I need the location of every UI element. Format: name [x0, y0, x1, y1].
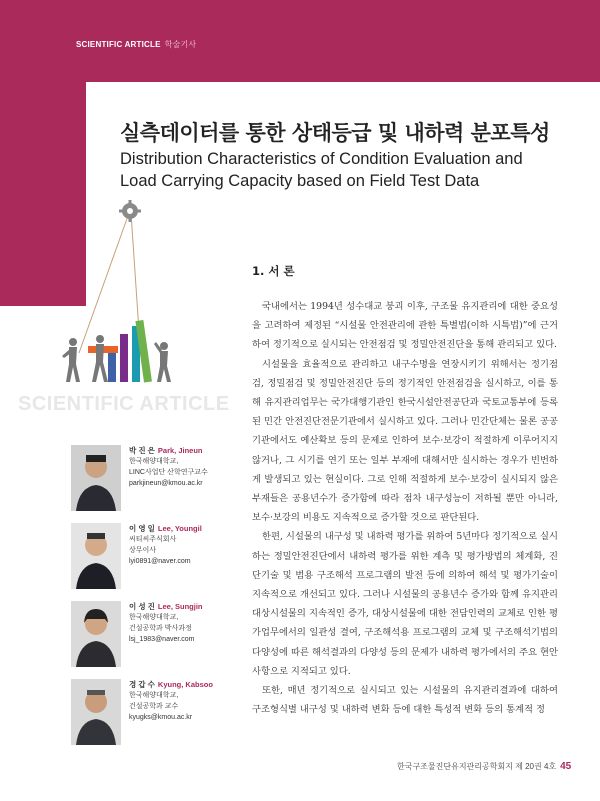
illustration-figure: [60, 196, 220, 396]
author-affiliation: 씨티씨주식회사: [129, 536, 177, 543]
author-name-en: Park, Jineun: [157, 446, 203, 455]
author-card: [71, 679, 221, 774]
figure-person-1: [62, 338, 80, 382]
author-name-en: Lee, Youngil: [157, 524, 202, 533]
section-label: SCIENTIFIC ARTICLE 학술기사: [76, 40, 197, 49]
journal-name: 한국구조물진단유지관리공학회지 제 20권 4호: [397, 762, 557, 771]
paragraph: 한편, 시설물의 내구성 및 내하력 평가를 위하여 5년마다 정기적으로 실시하는 정밀안전진단에서 내하력 평가를 위한 계측 및 평가방법의 체계화, 진단기술 및 범용 구조해석 프로그램의 발전 등에 의하여 해석 및 평가기술이 지속적으로 개선되고 있다. 그러나 시설물의 공용년수 증가와 함께 유지관리 대상시설물의 지속적인 증가, 대상시설물에 대한 전담인력의 교체로 인한 평가업무에서의 일관성 결여, 구조해석용 프로그램의 교체 및 구조해석기법의 다양성에 따른 해석결과의 다양성 등의 문제가 내하력 평가에서의 주요 현안 사항으로 지적되고 있다.: [252, 531, 558, 677]
author-photo: [71, 445, 121, 511]
author-position: 건설공학과 박사과정: [129, 625, 192, 632]
author-email: parkjineun@kmou.ac.kr: [129, 480, 203, 487]
article-body: [252, 263, 558, 719]
title-korean: 실측데이터를 통한 상태등급 및 내하력 분포특성: [120, 121, 550, 145]
figure-person-2: [92, 335, 108, 382]
author-affiliation: 한국해양대학교,: [129, 458, 179, 465]
gear-icon: [119, 200, 141, 222]
paragraph: 또한, 매년 정기적으로 실시되고 있는 시설물의 유지관리결과에 대하여 구조형식별 내구성 및 내하력 변화 등에 대한 특성적 변화 등의 통계적 정: [252, 685, 558, 716]
author-info: [129, 679, 229, 723]
author-email: lsj_1983@naver.com: [129, 636, 195, 643]
title-english: Distribution Characteristics of Condition Evaluation and Load Carrying Capacity based on Field Test Data: [120, 150, 523, 190]
paragraph: 시설물을 효율적으로 관리하고 내구수명을 연장시키기 위해서는 정기점검, 정밀점검 및 정밀안전진단 등의 정기적인 안전점검을 실시하고, 이를 통해 유지관리업무는 국가대행기관인 한국시설안전공단과 국토교통부에 등록된 민간 안전진단전문기관에서 실시하고 있다. 그러나 민간단체는 물론 공공기관에서도 예산확보 등의 문제로 인하여 보수·보강이 적절하게 이루어지지 않거나, 그 시기를 연기 또는 일부 부재에 대해서만 실시하는 경우가 빈번하게 발생되고 있는 현실이다. 그로 인해 적절하게 보수·보강이 실시되지 않은 부재들은 공용년수가 증가함에 따라 점차 내구성능이 저하될 뿐만 아니라, 보수·보강의 비용도 지속적으로 증가할 것으로 판단된다.: [252, 358, 558, 524]
rope-left: [79, 213, 129, 353]
author-name-en: Lee, Sungjin: [157, 602, 203, 611]
bar-purple: [120, 334, 128, 382]
author-name-ko: 이 성 진: [129, 602, 155, 611]
author-affiliation: 한국해양대학교,: [129, 692, 179, 699]
author-photo: [71, 679, 121, 745]
author-name-ko: 경 갑 수: [129, 680, 155, 689]
author-name-en: Kyung, Kabsoo: [157, 680, 213, 689]
paragraph: 국내에서는 1994년 성수대교 붕괴 이후, 구조물 유지관리에 대한 중요성을 고려하여 제정된 “시설물 안전관리에 관한 특별법(이하 시특법)”에 근거하여 정기적으로 실시되는 안전점검 및 정밀안전진단을 통해 관리되고 있다.: [252, 301, 558, 351]
author-photo: [71, 601, 121, 667]
page-number: 45: [560, 761, 572, 772]
author-position: 건설공학과 교수: [129, 703, 179, 710]
watermark-text: SCIENTIFIC ARTICLE: [18, 393, 230, 415]
author-name-ko: 박 진 은: [129, 446, 155, 455]
author-position: 상무이사: [129, 547, 157, 554]
author-email: lyi0891@naver.com: [129, 558, 191, 565]
section-heading: 1. 서 론: [252, 264, 295, 278]
author-position: LINC사업단 산학연구교수: [129, 469, 208, 476]
author-name-ko: 이 영 일: [129, 524, 155, 533]
author-affiliation: 한국해양대학교,: [129, 614, 179, 621]
author-email: kyugks@kmou.ac.kr: [129, 714, 193, 721]
author-photo: [71, 523, 121, 589]
author-info: [129, 601, 229, 645]
author-info: [129, 445, 229, 489]
bar-blue: [108, 352, 116, 382]
figure-person-3: [154, 342, 171, 382]
page-footer: [397, 761, 571, 772]
author-info: [129, 523, 229, 567]
